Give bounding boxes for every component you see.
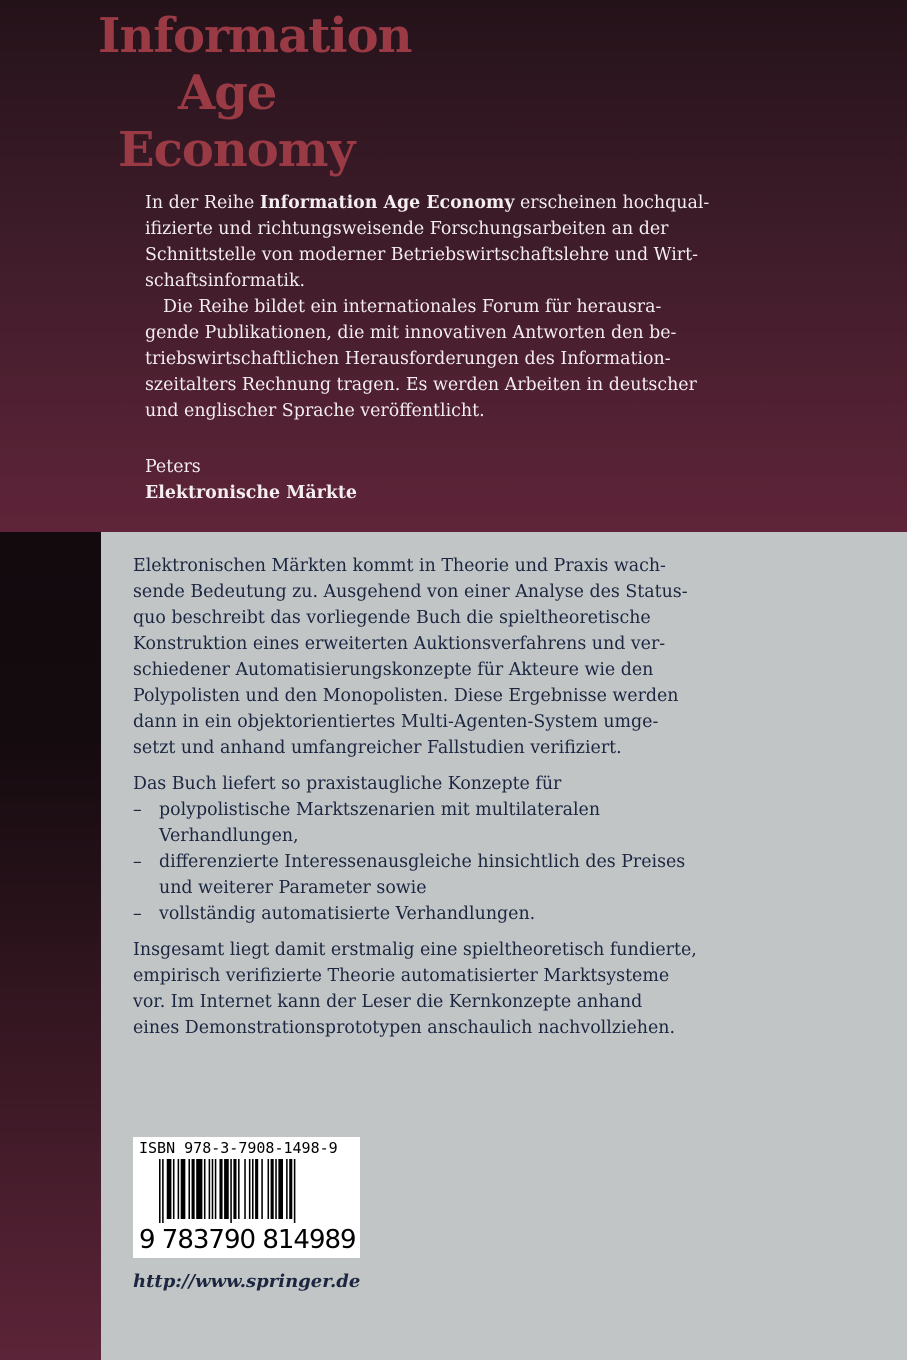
book-blurb — [133, 553, 697, 1051]
barcode-bar — [181, 1159, 186, 1219]
paragraph — [133, 553, 697, 761]
barcode-bar — [209, 1159, 211, 1219]
book-title: Elektronische Märkte — [145, 483, 357, 503]
publisher-url[interactable]: http://www.springer.de — [133, 1271, 361, 1292]
bullet-marker: – — [133, 800, 142, 820]
text-line: dann in ein objektorientiertes Multi-Agenten-System umge- — [133, 712, 659, 732]
text: erscheinen hochqual- — [514, 193, 710, 213]
bullet-text: differenzierte Interessenausgleiche hinsichtlich des Preises — [159, 852, 686, 872]
text-line: Elektronischen Märkten kommt in Theorie und Praxis wach- — [133, 556, 666, 576]
text-line: ifizierte und richtungsweisende Forschungsarbeiten an der — [145, 219, 669, 239]
paragraph — [133, 937, 697, 1041]
barcode-bar — [159, 1159, 161, 1223]
bullet-marker: – — [133, 904, 142, 924]
barcode-bar — [275, 1159, 277, 1219]
barcode-bar — [268, 1159, 270, 1219]
barcode-bar — [238, 1159, 240, 1219]
series-description — [145, 190, 709, 424]
bullet-text: polypolistische Marktszenarien mit multilateralen — [159, 800, 601, 820]
barcode-bar — [233, 1159, 236, 1219]
barcode-bar — [188, 1159, 190, 1219]
barcode-bar — [249, 1159, 251, 1219]
barcode-bar — [212, 1159, 214, 1219]
text-line: quo beschreibt das vorliegende Buch die spieltheoretische — [133, 608, 651, 628]
text-line: schiedener Automatisierungskonzepte für Akteure wie den — [133, 660, 654, 680]
barcode-bar — [215, 1159, 217, 1219]
barcode-bar — [192, 1159, 195, 1219]
barcode-bar — [261, 1159, 263, 1219]
text-line: Das Buch liefert so praxistaugliche Konzepte für — [133, 774, 562, 794]
series-title-line: Age — [178, 65, 277, 121]
series-name: Information Age Economy — [259, 193, 515, 213]
top-panel — [0, 0, 907, 532]
text-line: gende Publikationen, die mit innovativen Antworten den be- — [145, 323, 677, 343]
text-line: triebswirtschaftlichen Herausforderungen des Information- — [145, 349, 671, 369]
bullet-line — [133, 823, 697, 849]
barcode-bar — [294, 1159, 296, 1223]
barcode-bar — [255, 1159, 258, 1219]
text-line: Schnittstelle von moderner Betriebswirtschaftslehre und Wirt- — [145, 245, 698, 265]
barcode-bar — [224, 1159, 229, 1219]
text-line: Die Reihe bildet ein internationales Forum für herausra- — [163, 297, 662, 317]
series-title-line: Information — [98, 8, 412, 64]
series-title — [98, 8, 412, 179]
author-name: Peters — [145, 457, 201, 477]
bullet-marker: – — [133, 852, 142, 872]
barcode-bar — [252, 1159, 254, 1219]
paragraph — [145, 294, 709, 424]
text: In der Reihe — [145, 193, 260, 213]
paragraph — [133, 771, 697, 927]
text-line: szeitalters Rechnung tragen. Es werden Arbeiten in deutscher — [145, 375, 697, 395]
barcode-bar — [244, 1159, 246, 1219]
barcode-bar — [286, 1159, 288, 1219]
bullet-line — [133, 875, 697, 901]
barcode-digits: 9 783790 814989 — [139, 1225, 356, 1255]
barcode-bar — [162, 1159, 164, 1223]
barcode-bar — [271, 1159, 274, 1219]
series-title-line: Economy — [118, 122, 355, 178]
paragraph — [145, 190, 709, 294]
text-line: setzt und anhand umfangreicher Fallstudien verifiziert. — [133, 738, 622, 758]
barcode-bars — [159, 1159, 349, 1223]
barcode-bar — [230, 1159, 232, 1223]
left-strip — [0, 532, 101, 1360]
bullet-text: und weiterer Parameter sowie — [159, 878, 427, 898]
text-line: sende Bedeutung zu. Ausgehend von einer Analyse des Status- — [133, 582, 688, 602]
bullet-text: Verhandlungen, — [159, 826, 299, 846]
barcode-bar — [196, 1159, 202, 1219]
barcode-bar — [204, 1159, 206, 1219]
barcode-bar — [289, 1159, 292, 1219]
barcode-bar — [219, 1159, 222, 1219]
barcode-bar — [167, 1159, 172, 1219]
text-line: vor. Im Internet kann der Leser die Kernkonzepte anhand — [133, 992, 643, 1012]
bullet-line — [133, 849, 697, 875]
barcode-bar — [178, 1159, 180, 1219]
text-line: empirisch verifizierte Theorie automatisierter Marktsysteme — [133, 966, 670, 986]
isbn-label: ISBN 978-3-7908-1498-9 — [139, 1139, 338, 1157]
text-line: Konstruktion eines erweiterten Auktionsverfahrens und ver- — [133, 634, 666, 654]
text-line: Polypolisten und den Monopolisten. Diese Ergebnisse werden — [133, 686, 679, 706]
author-block — [145, 454, 357, 506]
text-line: und englischer Sprache veröffentlicht. — [145, 401, 485, 421]
barcode-bar — [278, 1159, 283, 1219]
barcode-bar — [173, 1159, 175, 1219]
text-line: Insgesamt liegt damit erstmalig eine spieltheoretisch fundierte, — [133, 940, 697, 960]
bullet-line — [133, 797, 697, 823]
bullet-line — [133, 901, 697, 927]
text-line — [145, 190, 709, 216]
text-line: eines Demonstrationsprototypen anschaulich nachvollziehen. — [133, 1018, 676, 1038]
text-line: schaftsinformatik. — [145, 271, 306, 291]
bullet-text: vollständig automatisierte Verhandlungen. — [159, 904, 536, 924]
isbn-barcode — [133, 1137, 360, 1258]
